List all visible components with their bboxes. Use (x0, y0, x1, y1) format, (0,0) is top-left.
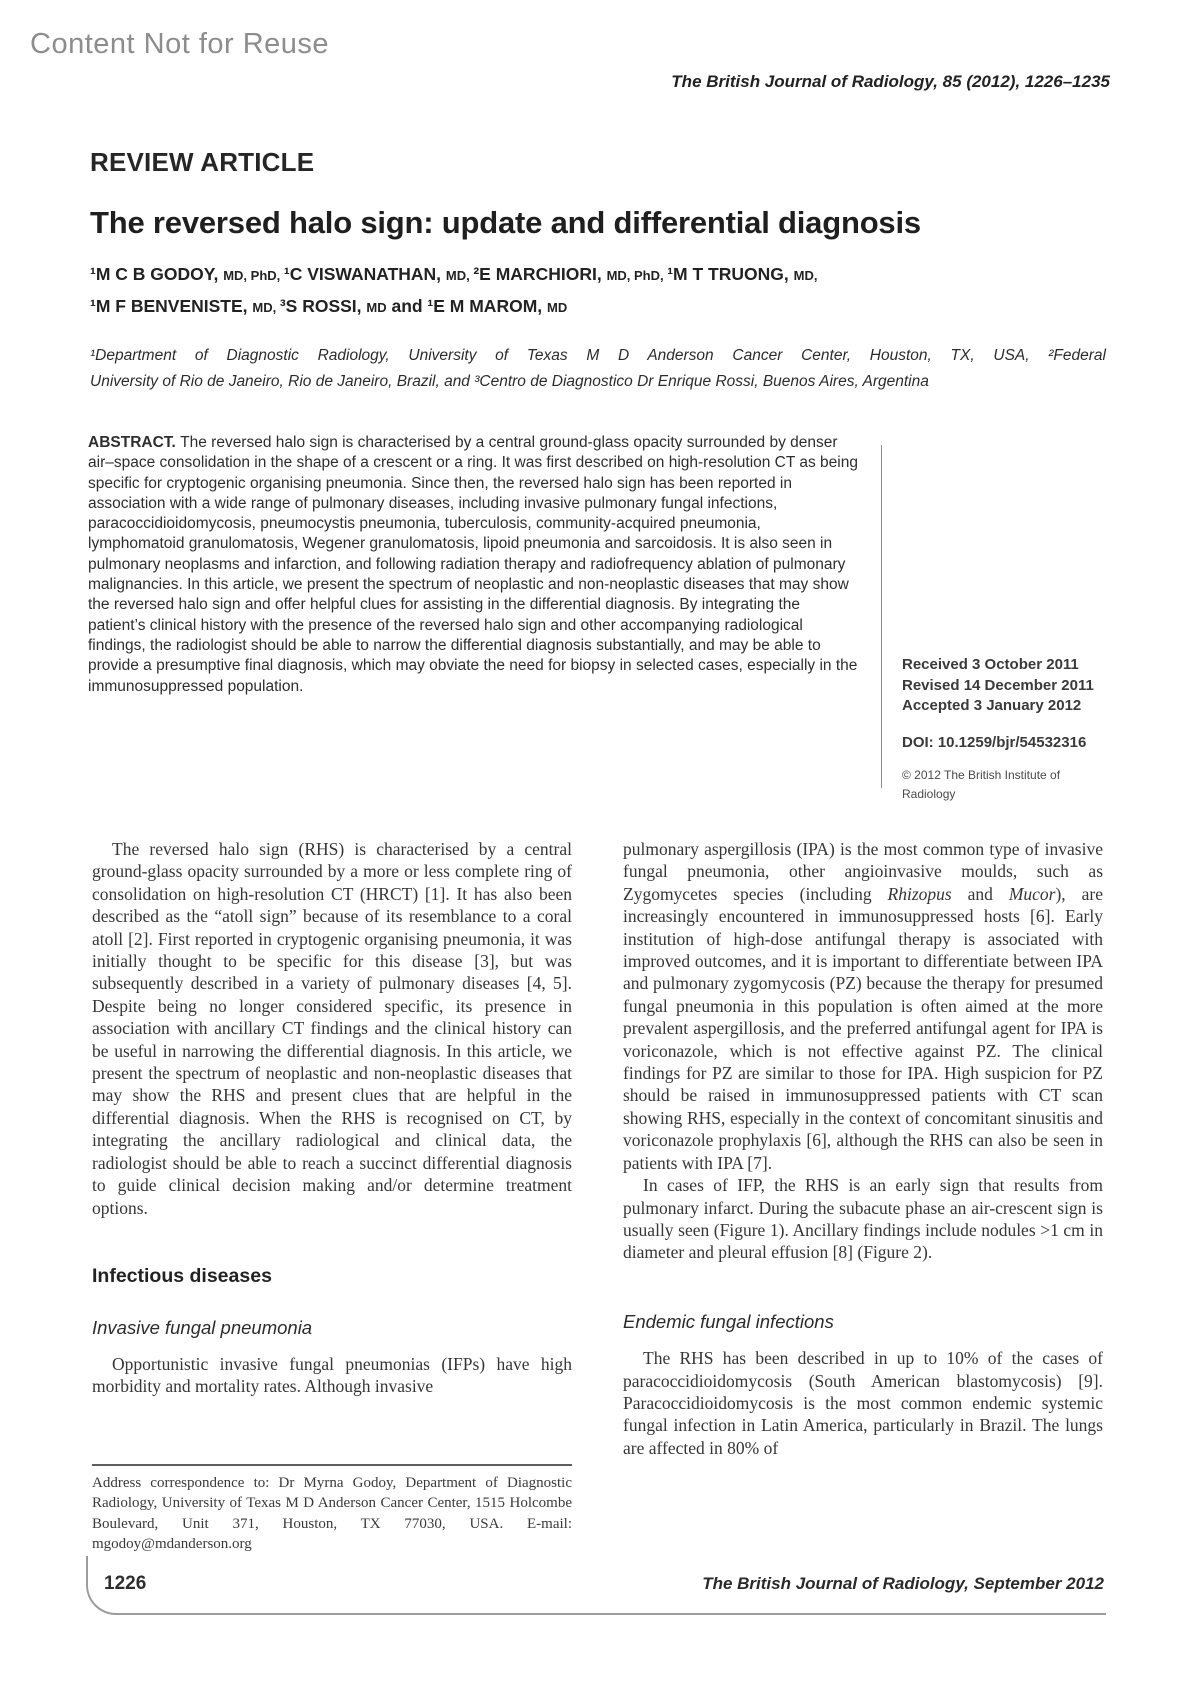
paragraph-invasive-fungal: Opportunistic invasive fungal pneumonias (IFPs) have high morbidity and mortality rates. Although invasive (92, 1353, 572, 1397)
journal-citation-header: The British Journal of Radiology, 85 (2012), 1226–1235 (671, 72, 1110, 91)
article-title: The reversed halo sign: update and differential diagnosis (90, 205, 921, 240)
article-meta-block (902, 655, 1114, 804)
revised-date: Revised 14 December 2011 (902, 676, 1094, 694)
paragraph-intro: The reversed halo sign (RHS) is characterised by a central ground-glass opacity surrounded by a more or less complete ring of consolidation on high-resolution CT (HRCT) [1]. It has also been described as the “atoll sign” because of its resemblance to a coral atoll [2]. First reported in cryptogenic organising pneumonia, it was initially thought to be specific for this disease [3], but was subsequently described in a variety of pulmonary diseases [4, 5]. Despite being no longer considered specific, its presence in association with ancillary CT findings and the clinical history can be useful in narrowing the differential diagnosis. In this article, we present the spectrum of neoplastic and non-neoplastic diseases that may show the RHS and present clues that are helpful in the differential diagnosis. When the RHS is recognised on CT, by integrating the ancillary radiological and clinical data, the radiologist should be able to reach a succinct differential diagnosis to guide clinical decision making and/or determine treatment options. (92, 839, 572, 1218)
watermark-content-not-for-reuse: Content Not for Reuse (30, 28, 330, 60)
affiliation-line-2: University of Rio de Janeiro, Rio de Janeiro, Brazil, and ³Centro de Diagnostico Dr Enrique Rossi, Buenos Aires, Argentina (90, 372, 929, 390)
subsection-heading-endemic-fungal-infections: Endemic fungal infections (623, 1310, 834, 1332)
abstract-text: ABSTRACT. The reversed halo sign is characterised by a central ground-glass opacity surrounded by denser air–space consolidation in the shape of a crescent or a ring. It was first described on high-resolution CT as being specific for cryptogenic organising pneumonia. Since then, the reversed halo sign has been reported in association with a wide range of pulmonary diseases, including invasive pulmonary fungal infections, paracoccidioidomycosis, pneumocystis pneumonia, tuberculosis, community-acquired pneumonia, lymphomatoid granulomatosis, Wegener granulomatosis, lipoid pneumonia and sarcoidosis. It is also seen in pulmonary neoplasms and infarction, and following radiation therapy and radiofrequency ablation of pulmonary malignancies. In this article, we present the spectrum of neoplastic and non-neoplastic diseases that may show the reversed halo sign and offer helpful clues for assisting in the differential diagnosis. By integrating the patient’s clinical history with the presence of the reversed halo sign and other accompanying radiological findings, the radiologist should be able to narrow the differential diagnosis substantially, and may be able to provide a presumptive final diagnosis, which may obviate the need for biopsy in selected cases, especially in the immunosuppressed population. (88, 434, 858, 695)
paragraph-ifp-rhs: In cases of IFP, the RHS is an early sign that results from pulmonary infarct. During the subacute phase an air-crescent sign is usually seen (Figure 1). Ancillary findings include nodules >1 cm in diameter and pleural effusion [8] (Figure 2). (623, 1175, 1103, 1263)
body-left-column (92, 838, 572, 1398)
author-line-1: ¹M C B GODOY, MD, PhD, ¹C VISWANATHAN, MD, ²E MARCHIORI, MD, PhD, ¹M T TRUONG, MD, (90, 264, 818, 284)
author-line-2: ¹M F BENVENISTE, MD, ³S ROSSI, MD and ¹E M MAROM, MD (90, 296, 568, 316)
received-date: Received 3 October 2011 (902, 656, 1079, 673)
doi: DOI: 10.1259/bjr/54532316 (902, 733, 1087, 751)
subsection-heading-invasive-fungal-pneumonia: Invasive fungal pneumonia (92, 1317, 313, 1339)
affiliation-line-1: ¹Department of Diagnostic Radiology, University of Texas M D Anderson Cancer Center, Houston, TX, USA, ²Federal (90, 347, 1106, 364)
paragraph-endemic-fungal: The RHS has been described in up to 10% of the cases of paracoccidioidomycosis (South American blastomycosis) [9]. Paracoccidioidomycosis is the most common endemic systemic fungal infection in Latin America, particularly in Brazil. The lungs are affected in 80% of (623, 1348, 1103, 1458)
abstract-meta-divider (881, 445, 882, 788)
accepted-date: Accepted 3 January 2012 (902, 697, 1082, 714)
correspondence-footnote: Address correspondence to: Dr Myrna Godoy, Department of Diagnostic Radiology, University of Texas M D Anderson Cancer Center, 1515 Holcombe Boulevard, Unit 371, Houston, TX 77030, USA. E-mail: mgodoy@mdanderson.org (92, 1464, 572, 1554)
page-number: 1226 (104, 1573, 147, 1594)
footer-journal-line: The British Journal of Radiology, September 2012 (702, 1574, 1104, 1593)
paragraph-ipa-continuation: pulmonary aspergillosis (IPA) is the most common type of invasive fungal pneumonia, other angioinvasive moulds, such as Zygomycetes species (including Rhizopus and Mucor), are increasingly encountered in immunosuppressed hosts [6]. Early institution of high-dose antifungal therapy is associated with improved outcomes, and it is important to differentiate between IPA and pulmonary zygomycosis (PZ) because the therapy for presumed fungal pneumonia in this population is often aimed at the more prevalent aspergillosis, and the preferred antifungal agent for IPA is voriconazole, which is not effective against PZ. The clinical findings for PZ are similar to those for IPA. High suspicion for PZ should be raised in immunosuppressed patients with CT scan showing RHS, especially in the context of concomitant sinusitis and voriconazole prophylaxis [6], although the RHS can also be seen in patients with IPA [7]. (623, 839, 1103, 1173)
section-heading-infectious-diseases: Infectious diseases (92, 1264, 272, 1287)
author-list (90, 259, 817, 323)
article-kicker: REVIEW ARTICLE (90, 147, 315, 177)
affiliation-block (90, 343, 1106, 394)
copyright-notice: © 2012 The British Institute of Radiology (902, 768, 1061, 801)
body-right-column (623, 838, 1103, 1459)
